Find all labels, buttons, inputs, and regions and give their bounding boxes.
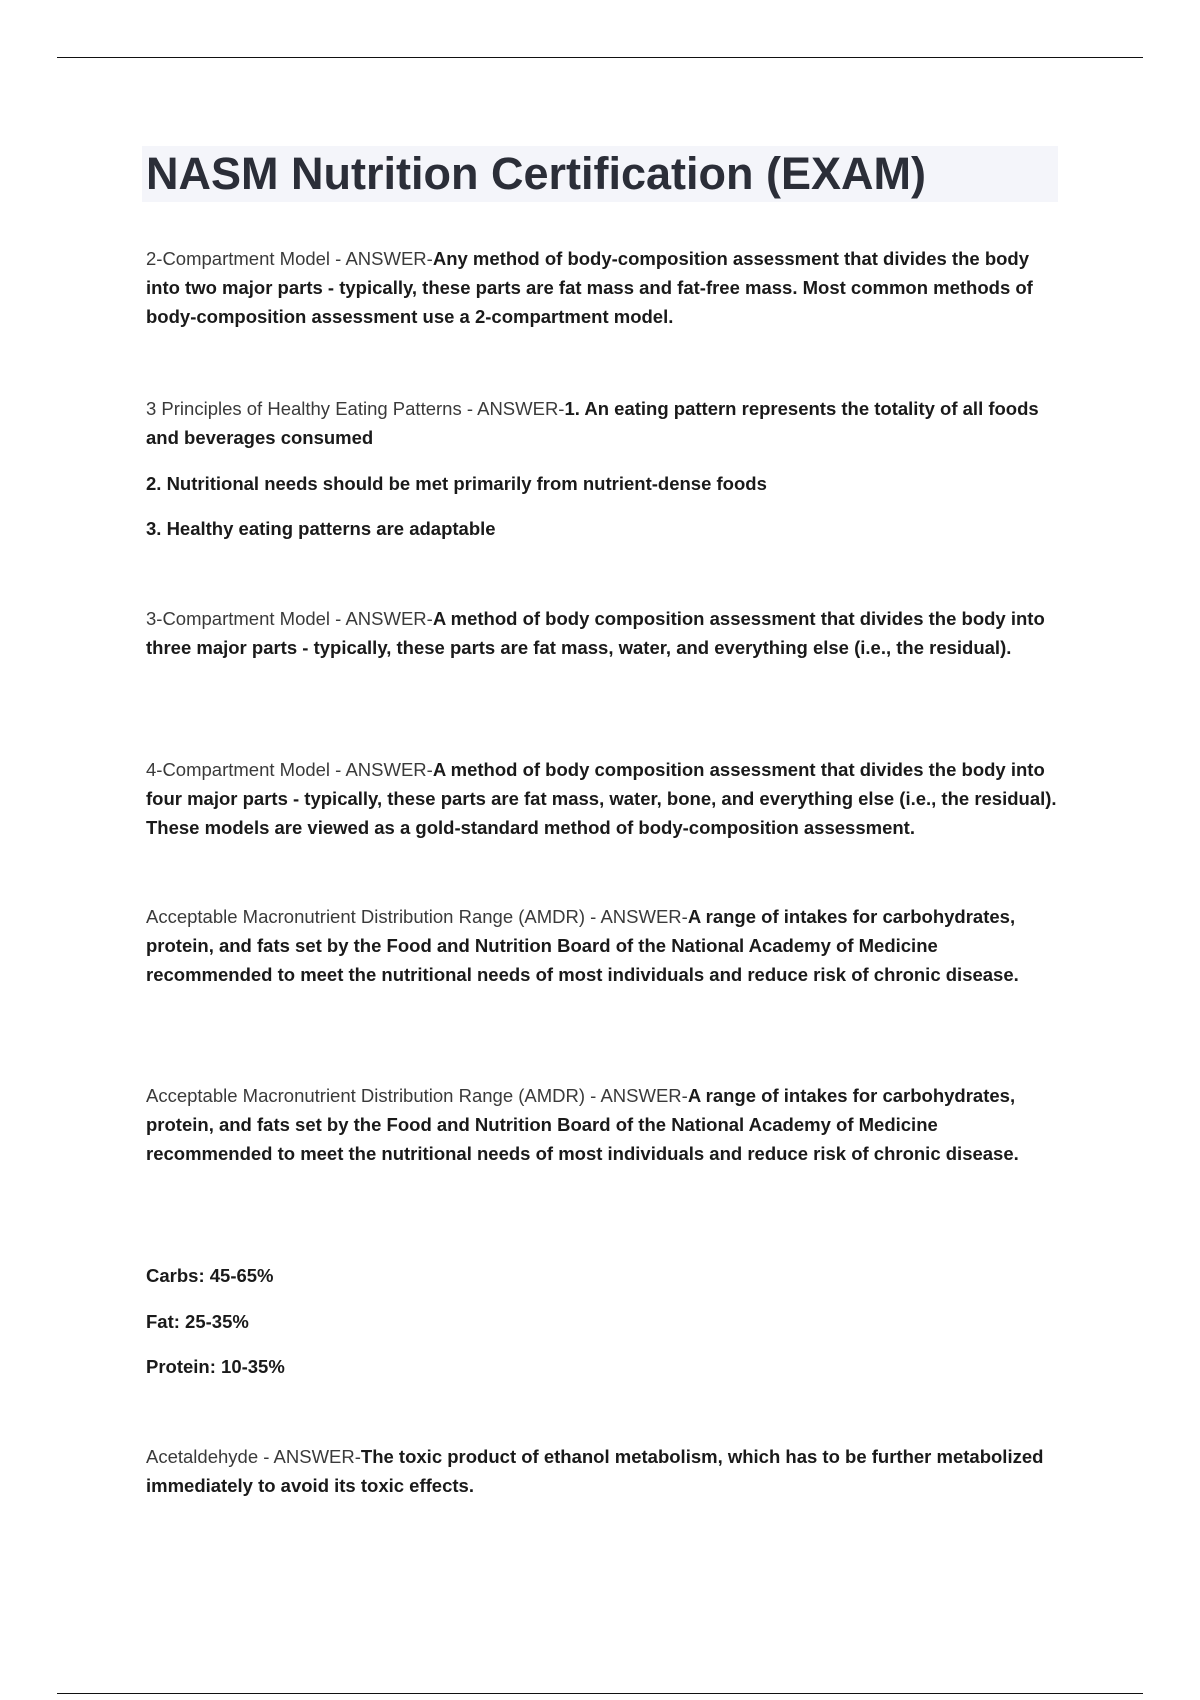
top-rule [57,57,1143,58]
amdr-protein: Protein: 10-35% [146,1356,285,1377]
entry-answer: A method of body composition assessment that divides the body into four major parts - typically, these parts are fat mass, water, bone, and everything else (i.e., the residual). These models are viewed as a gold-standard method of body-composition assessment. [146,759,1057,838]
entry-term: 2-Compartment Model - ANSWER- [146,248,433,269]
entry-answer: The toxic product of ethanol metabolism, which has to be further metabolized immediately to avoid its toxic effects. [146,1446,1044,1496]
entry-term: Acceptable Macronutrient Distribution Range (AMDR) - ANSWER- [146,1085,688,1106]
entry-amdr [146,902,1066,989]
entry-3-compartment-model [146,604,1066,662]
page-title: NASM Nutrition Certification (EXAM) [146,148,926,199]
entry-term: 3-Compartment Model - ANSWER- [146,608,433,629]
entry-answer: A range of intakes for carbohydrates, protein, and fats set by the Food and Nutrition Board of the National Academy of Medicine recommended to meet the nutritional needs of most individuals and reduce risk of chronic disease. [146,1085,1019,1164]
entry-term: 3 Principles of Healthy Eating Patterns - ANSWER- [146,398,565,419]
entry-term: 4-Compartment Model - ANSWER- [146,759,433,780]
entry-answer: Any method of body-composition assessment that divides the body into two major parts - typically, these parts are fat mass and fat-free mass. Most common methods of body-composition assessment use a 2-compartment model. [146,248,1033,327]
amdr-fat: Fat: 25-35% [146,1311,249,1332]
entry-term: Acceptable Macronutrient Distribution Range (AMDR) - ANSWER- [146,906,688,927]
entry-3-principles [146,394,1066,452]
bottom-rule [57,1693,1143,1694]
entry-answer: A range of intakes for carbohydrates, protein, and fats set by the Food and Nutrition Board of the National Academy of Medicine recommended to meet the nutritional needs of most individuals and reduce risk of chronic disease. [146,906,1019,985]
entry-extra-line: 3. Healthy eating patterns are adaptable [146,518,496,539]
amdr-carbs: Carbs: 45-65% [146,1265,274,1286]
entry-acetaldehyde [146,1442,1066,1500]
entry-amdr-ranges [146,1081,1066,1168]
entry-answer: A method of body composition assessment that divides the body into three major parts - typically, these parts are fat mass, water, and everything else (i.e., the residual). [146,608,1045,658]
entry-term: Acetaldehyde - ANSWER- [146,1446,361,1467]
entry-extra-line: 2. Nutritional needs should be met primarily from nutrient-dense foods [146,473,767,494]
entry-4-compartment-model [146,755,1066,842]
entry-answer: 1. An eating pattern represents the totality of all foods and beverages consumed [146,398,1039,448]
entry-2-compartment-model [146,244,1066,331]
